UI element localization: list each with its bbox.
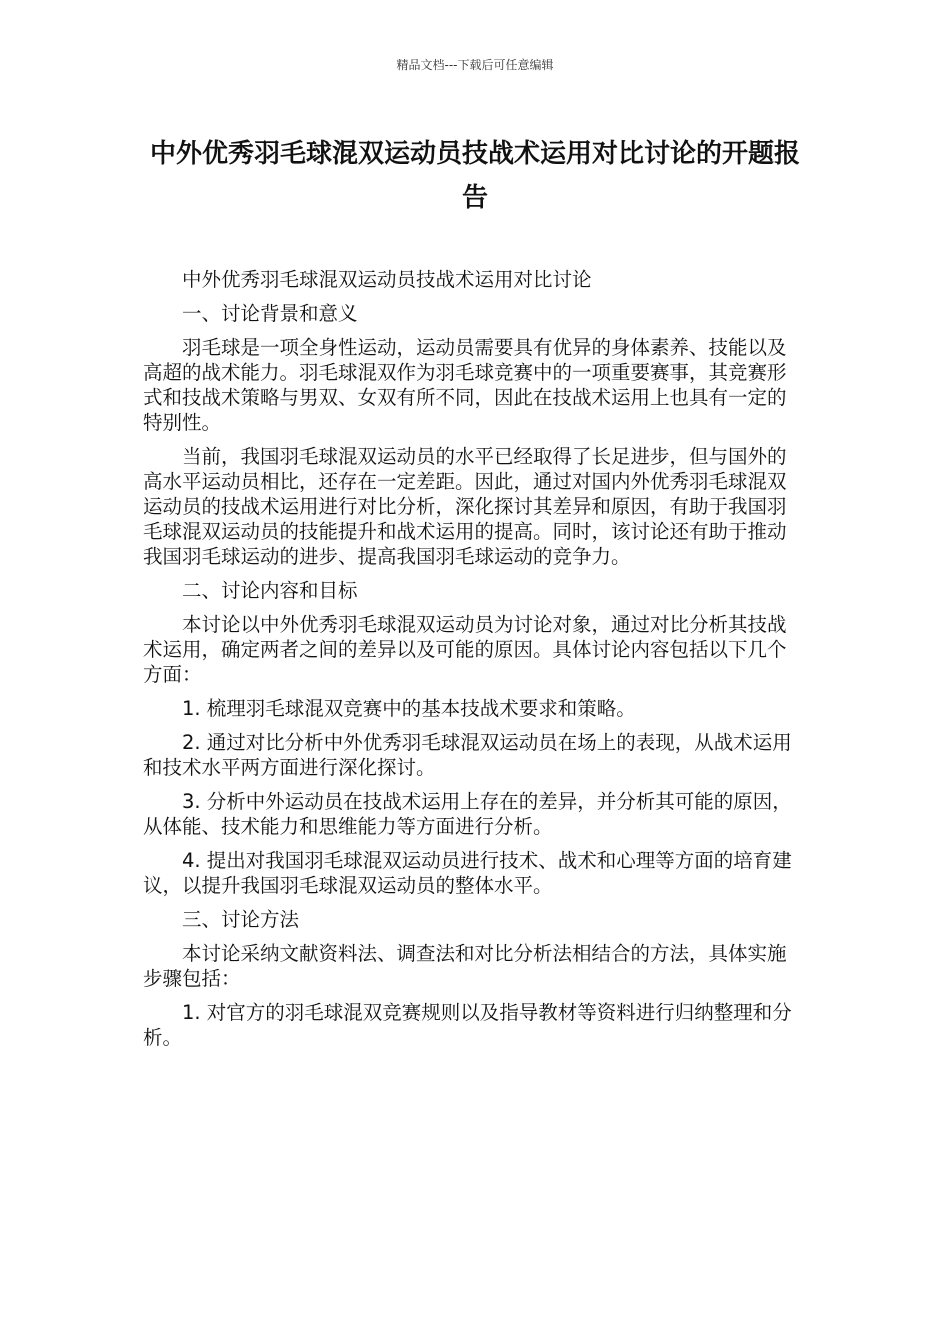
paragraph: 羽毛球是一项全身性运动，运动员需要具有优异的身体素养、技能以及高超的战术能力。羽毛球混双作为羽毛球竞赛中的一项重要赛事，其竞赛形式和技战术策略与男双、女双有所不同，因此在技战术运用上也具有一定的特别性。 xyxy=(143,336,787,434)
section-heading-method: 三、讨论方法 xyxy=(182,908,300,931)
list-item: 1. 梳理羽毛球混双竞赛中的基本技战术要求和策略。 xyxy=(182,697,636,720)
paragraph: 本讨论采纳文献资料法、调查法和对比分析法相结合的方法，具体实施步骤包括： xyxy=(143,942,787,990)
document-title: 中外优秀羽毛球混双运动员技战术运用对比讨论的开题报告 xyxy=(149,139,800,213)
page-header: 精品文档---下载后可任意编辑 xyxy=(396,58,554,72)
list-item: 1. 对官方的羽毛球混双竞赛规则以及指导教材等资料进行归纳整理和分析。 xyxy=(143,1001,792,1049)
paragraph: 当前，我国羽毛球混双运动员的水平已经取得了长足进步，但与国外的高水平运动员相比，还存在一定差距。因此，通过对国内外优秀羽毛球混双运动员的技战术运用进行对比分析，深化探讨其差异和原因，有助于我国羽毛球混双运动员的技能提升和战术运用的提高。同时，该讨论还有助于推动我国羽毛球运动的进步、提高我国羽毛球运动的竞争力。 xyxy=(143,445,787,568)
paragraph-subtitle: 中外优秀羽毛球混双运动员技战术运用对比讨论 xyxy=(182,268,592,291)
list-item: 4. 提出对我国羽毛球混双运动员进行技术、战术和心理等方面的培育建议，以提升我国羽毛球混双运动员的整体水平。 xyxy=(143,849,792,897)
section-heading-background: 一、讨论背景和意义 xyxy=(182,302,358,325)
list-item: 3. 分析中外运动员在技战术运用上存在的差异，并分析其可能的原因，从体能、技术能力和思维能力等方面进行分析。 xyxy=(143,790,792,838)
list-item: 2. 通过对比分析中外优秀羽毛球混双运动员在场上的表现，从战术运用和技术水平两方面进行深化探讨。 xyxy=(143,731,792,779)
paragraph: 本讨论以中外优秀羽毛球混双运动员为讨论对象，通过对比分析其技战术运用，确定两者之间的差异以及可能的原因。具体讨论内容包括以下几个方面： xyxy=(143,613,787,686)
document-body xyxy=(143,267,798,1059)
section-heading-content: 二、讨论内容和目标 xyxy=(182,579,358,602)
